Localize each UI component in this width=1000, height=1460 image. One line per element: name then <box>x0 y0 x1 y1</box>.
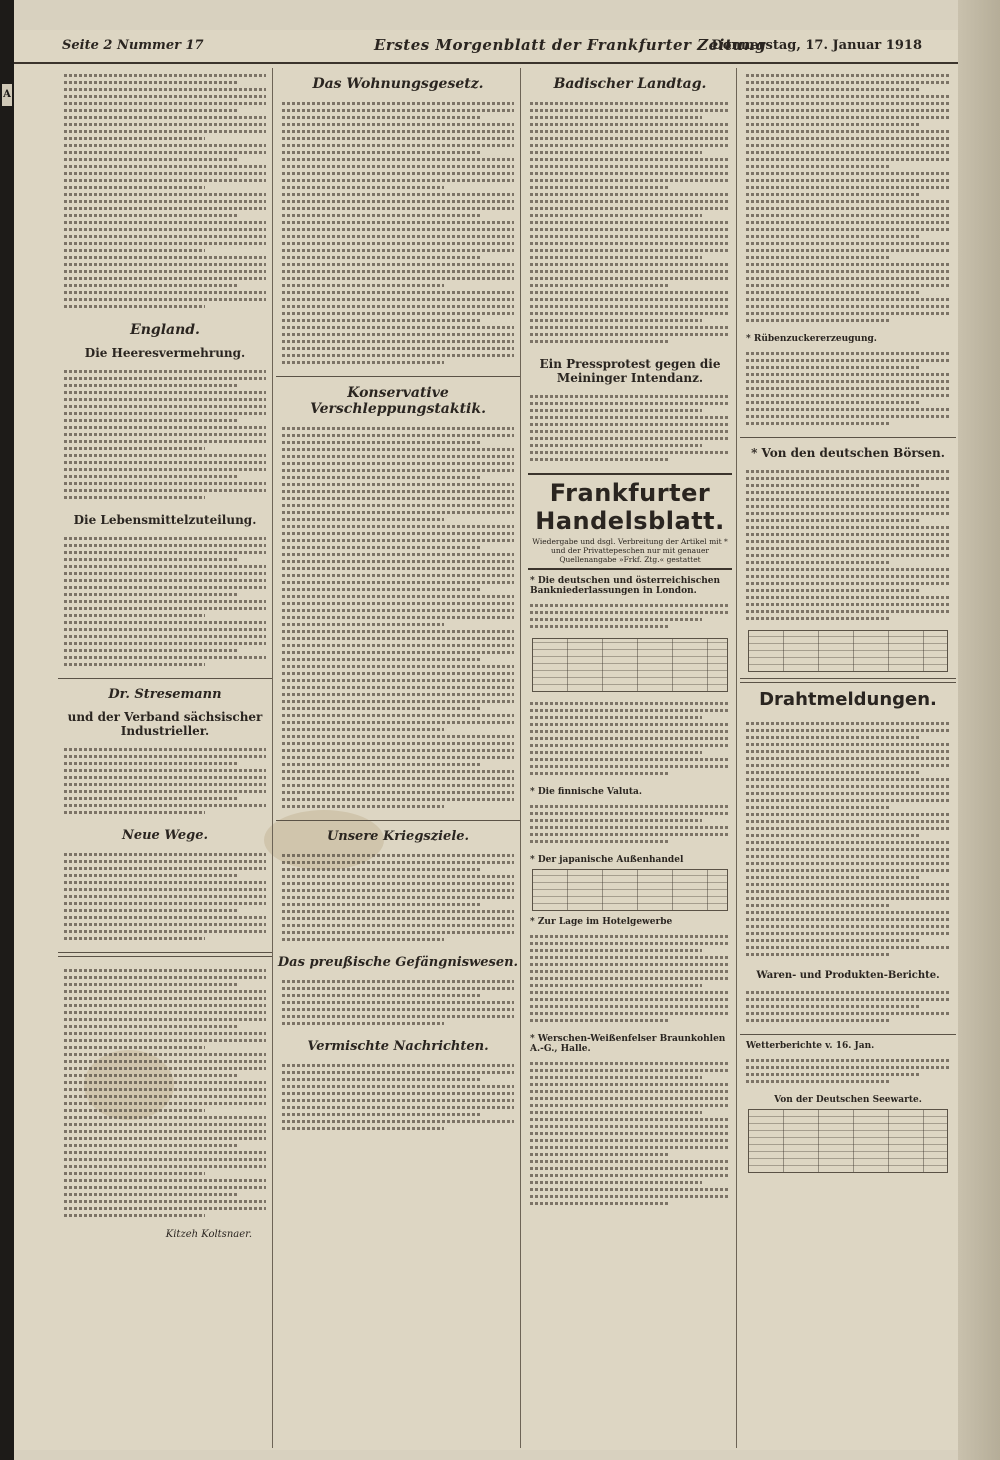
heading-wohnungsgesetz: Das Wohnungsgesetz. <box>312 76 484 92</box>
page-number: Seite 2 Nummer 17 <box>62 38 204 53</box>
heading-gefaengniswesen: Das preußische Gefängniswesen. <box>277 955 519 970</box>
author-signature: Kitzeh Koltsnaer. <box>165 1229 252 1240</box>
heading-seewarte: Von der Deutschen Seewarte. <box>774 1095 922 1105</box>
handelsblatt-note: Wiedergabe und dsgl. Verbreitung der Artikel mit * und der Privattepeschen nur mit genauer Quellenangabe »Frkf. Ztg.« gestattet <box>532 537 728 564</box>
heading-waren-produkten: Waren- und Produkten-Berichte. <box>756 970 940 981</box>
heading-ruebenzucker: * Rübenzuckererzeugung. <box>746 334 877 344</box>
page-edge-shadow <box>958 0 1000 1460</box>
column-4 <box>740 68 956 1448</box>
heading-england: England. <box>130 322 200 338</box>
handelsblatt-banner <box>528 473 732 570</box>
column-1 <box>58 68 273 1448</box>
heading-badischer-landtag: Badischer Landtag. <box>553 76 707 92</box>
masthead: Erstes Morgenblatt der Frankfurter Zeitung <box>374 36 767 54</box>
page-header <box>14 30 958 64</box>
subhead-braunkohlen: * Werschen-Weißenfelser Braunkohlen A.-G., Halle. <box>530 1034 726 1054</box>
subhead-japanischer-aussenhandel: * Der japanische Außenhandel <box>530 855 684 865</box>
trade-table <box>532 869 728 911</box>
heading-verschleppungstaktik: Konservative Verschleppungstaktik. <box>310 385 486 417</box>
margin-tag: A <box>2 84 12 106</box>
issue-date: Donnerstag, 17. Januar 1918 <box>711 38 922 53</box>
article-text-block <box>58 68 272 314</box>
column-3 <box>524 68 737 1448</box>
subhead-banken-london: * Die deutschen und österreichischen Bankniederlassungen in London. <box>530 576 721 596</box>
heading-neue-wege: Neue Wege. <box>121 828 209 843</box>
heading-wetterberichte: Wetterberichte v. 16. Jan. <box>746 1041 875 1051</box>
heading-stresemann: Dr. Stresemann <box>108 687 222 702</box>
column-2 <box>276 68 521 1448</box>
newspaper-page <box>14 30 958 1450</box>
heading-lebensmittelzuteilung: Die Lebensmittelzuteilung. <box>73 513 257 527</box>
heading-presseprotest: Ein Pressprotest gegen die Meininger Intendanz. <box>539 357 721 385</box>
weather-table <box>748 1109 948 1173</box>
heading-heeresvermehrung: Die Heeresvermehrung. <box>84 346 246 360</box>
scanner-margin-strip <box>0 0 14 1460</box>
heading-vermischte-nachrichten: Vermischte Nachrichten. <box>307 1039 489 1054</box>
drahtmeldungen-title: Drahtmeldungen. <box>759 689 937 710</box>
bank-table <box>532 638 728 692</box>
exchange-table <box>748 630 948 672</box>
subhead-hotelgewerbe: * Zur Lage im Hotelgewerbe <box>530 917 673 927</box>
heading-deutsche-boersen: * Von den deutschen Börsen. <box>751 446 945 460</box>
handelsblatt-title: Frankfurter Handelsblatt. <box>535 479 725 535</box>
heading-kriegsziele: Unsere Kriegsziele. <box>326 829 470 844</box>
subhead-finnische-valuta: * Die finnische Valuta. <box>530 787 642 797</box>
heading-verband-saechsischer-industrieller: und der Verband sächsischer Industrieller. <box>67 710 263 738</box>
